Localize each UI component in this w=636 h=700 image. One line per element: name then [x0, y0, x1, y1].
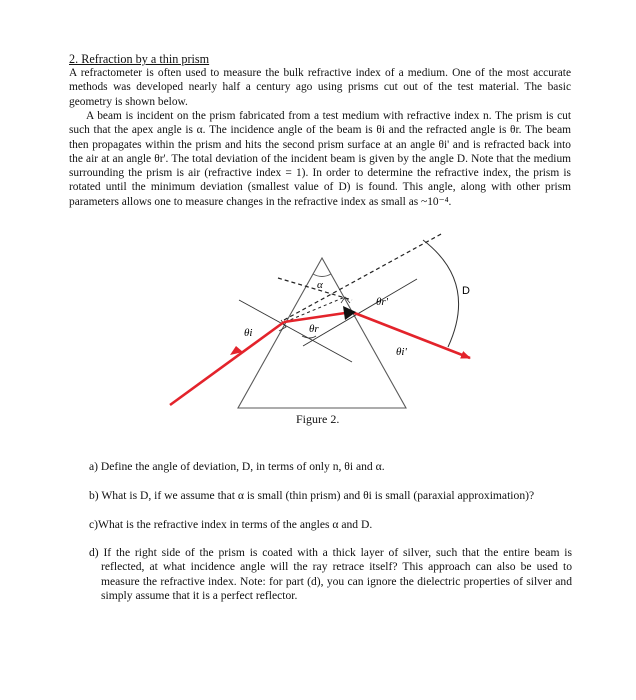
deviation-arc — [423, 240, 459, 347]
theta-i-prime-label: θi' — [396, 346, 407, 358]
prism-figure — [160, 222, 490, 412]
left-face-normal — [239, 300, 352, 362]
theta-r-label: θr — [309, 323, 319, 335]
question-b: b) What is D, if we assume that α is small (thin prism) and θi is small (paraxial approximation)? — [89, 489, 535, 502]
incident-beam — [170, 322, 284, 405]
apex-angle-arc — [313, 274, 331, 277]
description-paragraph: A beam is incident on the prism fabricated from a test medium with refractive index n. The prism is cut such that the apex angle is α. The incidence angle of the beam is θi and the refracted angle is θr. The beam then propagates within the prism and hits the second prism surface at an angle θi' and is refracted back into the air at an angle θr'. The total deviation of the incident beam is given by the angle D. Note that the medium surrounding the prism is air (refractive index = 1). In order to determine the refractive index, the prism is rotated until the minimum deviation (smallest value of D) is found. This angle, along with other prism parameters allows one to measure changes in the refractive index as small as ~10⁻⁴. — [69, 110, 571, 208]
theta-i-label: θi — [244, 327, 253, 339]
question-a: a) Define the angle of deviation, D, in terms of only n, θi and α. — [89, 460, 385, 473]
deviation-label: D — [462, 285, 470, 297]
question-d: d) If the right side of the prism is coated with a thick layer of silver, such that the entire beam is reflected, at what incidence angle will the ray retrace itself? This approach can also be used to measure the refractive index. Note: for part (d), you can ignore the dielectric properties of silver and simply assume that it is a perfect reflector. — [89, 546, 572, 602]
incident-extension-dashed — [284, 233, 443, 320]
internal-beam — [284, 312, 352, 322]
apex-angle-label: α — [317, 279, 323, 291]
theta-r-arc — [302, 336, 316, 338]
theta-r-prime-label: θr' — [376, 296, 389, 308]
question-c: c)What is the refractive index in terms of the angles α and D. — [89, 518, 373, 531]
figure-caption: Figure 2. — [296, 412, 340, 426]
section-title: 2. Refraction by a thin prism — [69, 52, 210, 66]
intro-paragraph: A refractometer is often used to measure the bulk refractive index of a medium. One of the most accurate methods was developed nearly half a century ago using prisms cut out of the test material. The basic geometry is shown below. — [69, 67, 571, 108]
exit-beam — [352, 312, 470, 358]
